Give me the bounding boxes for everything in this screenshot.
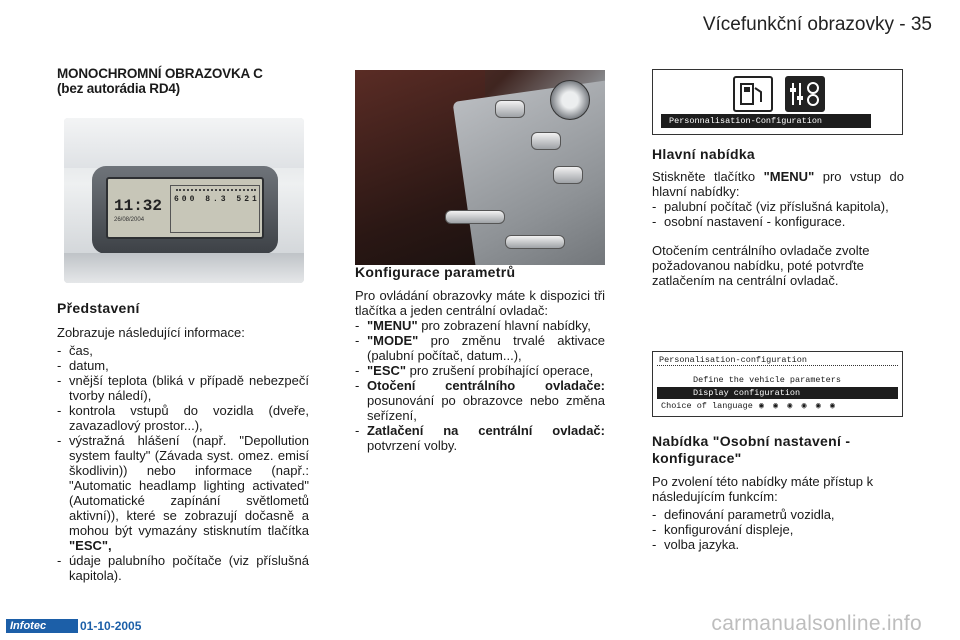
list-item: - konfigurování displeje, (652, 522, 904, 537)
screen-row-vehicle: Define the vehicle parameters (693, 375, 841, 385)
list-item: - volba jazyka. (652, 537, 904, 552)
display-housing (92, 166, 278, 254)
main-menu-intro: Stiskněte tlačítko "MENU" pro vstup do hlavní nabídky: (652, 169, 904, 199)
list-item: - definování parametrů vozidla, (652, 507, 904, 522)
esc-key-label: "ESC", (69, 538, 112, 553)
main-title-line-1: MONOCHROMNÍ OBRAZOVKA C (57, 66, 263, 81)
config-list (355, 318, 605, 453)
screen-row-display-selected: Display configuration (657, 387, 898, 399)
heading-main-menu: Hlavní nabídka (652, 146, 756, 162)
menu-key: "MENU" (763, 169, 815, 184)
main-menu-note: Otočením centrálního ovladače zvolte požadovanou nabídku, poté potvrďte zatlačením na centrální ovladač. (652, 243, 870, 288)
presentation-intro: Zobrazuje následující informace: (57, 325, 245, 340)
list-item: - kontrola vstupů do vozidla (dveře, zavazadlový prostor...), (57, 403, 309, 433)
list-item: - vnější teplota (bliká v případě nebezpečí tvorby náledí), (57, 373, 309, 403)
list-item: - čas, (57, 343, 309, 358)
settings-sliders-icon (785, 76, 825, 112)
personal-menu-list (652, 507, 904, 552)
list-item: - údaje palubního počítače (viz příslušná kapitola). (57, 553, 309, 583)
list-item: - Zatlačení na centrální ovladač: potvrzení volby. (355, 423, 605, 453)
menu-key: "MENU" (367, 318, 418, 333)
personal-menu-intro: Po zvolení této nabídky máte přístup k následujícím funkcím: (652, 474, 874, 504)
button-knob (553, 166, 583, 184)
mode-key: "MODE" (367, 333, 419, 348)
infotec-logo: Infotec (6, 619, 78, 633)
dashboard-display-photo (64, 118, 304, 283)
screen-title: Personalisation-configuration (657, 354, 898, 366)
central-dial (550, 80, 590, 120)
list-item (57, 433, 309, 553)
list-item: - palubní počítač (viz příslušná kapitola), (652, 199, 904, 214)
lcd-status-icons (176, 189, 256, 193)
list-item: - "MODE" pro změnu trvalé aktivace (palubní počítač, datum...), (355, 333, 605, 363)
language-flag-icons: ◉ ◉ ◉ ◉ ◉ ◉ (758, 401, 838, 411)
config-intro: Pro ovládání obrazovky máte k dispozici tři tlačítka a jeden centrální ovladač: (355, 288, 605, 318)
personalisation-screen (652, 351, 903, 417)
presentation-list (57, 343, 309, 583)
list-item: - osobní nastavení - konfigurace. (652, 214, 904, 229)
heading-personal-menu: Nabídka "Osobní nastavení - konfigurace" (652, 433, 851, 466)
screen-row-language: Choice of language ◉ ◉ ◉ ◉ ◉ ◉ (661, 401, 838, 411)
lcd-trip-values: 600 8.3 521 (174, 195, 260, 204)
list-item-text: výstražná hlášení (např. "Depollution system faulty" (Závada syst. omez. emisí škodlivin)) nebo informace (např.: "Automatic headlamp lighting activated" (Automatické zapínání světlometů aktivní)), které se zobrazují dočasně a mohou být vymazány stisknutím tlačítka (69, 433, 309, 538)
dial-turn: Otočení centrálního ovladače: (367, 378, 605, 393)
main-menu-screen (652, 69, 903, 135)
list-item: - datum, (57, 358, 309, 373)
watermark: carmanualsonline.info (711, 612, 922, 635)
list-item: - Otočení centrálního ovladače: posunování po obrazovce nebo změna seřízení, (355, 378, 605, 423)
button-knob (495, 100, 525, 118)
lcd-time: 11:32 (114, 197, 163, 215)
footer-date: 01-10-2005 (80, 619, 142, 633)
button-knob (531, 132, 561, 150)
esc-key: "ESC" (367, 363, 407, 378)
switch-bar (445, 210, 505, 224)
heading-config: Konfigurace parametrů (355, 264, 516, 280)
trip-computer-icon (733, 76, 773, 112)
list-item: - "ESC" pro zrušení probíhající operace, (355, 363, 605, 378)
screen-menu-bar: Personnalisation-Configuration (661, 114, 871, 128)
list-item: - "MENU" pro zobrazení hlavní nabídky, (355, 318, 605, 333)
main-menu-list (652, 199, 904, 229)
console-buttons-photo (355, 70, 605, 265)
heading-presentation: Představení (57, 300, 140, 316)
lcd-screen (106, 177, 264, 239)
main-title-line-2: (bez autorádia RD4) (57, 81, 180, 96)
switch-bar (505, 235, 565, 249)
dial-press: Zatlačení na centrální ovladač: (367, 423, 605, 438)
main-title (57, 66, 317, 96)
page-header: Vícefunkční obrazovky - 35 (702, 14, 932, 35)
lcd-date: 26/08/2004 (114, 217, 145, 223)
